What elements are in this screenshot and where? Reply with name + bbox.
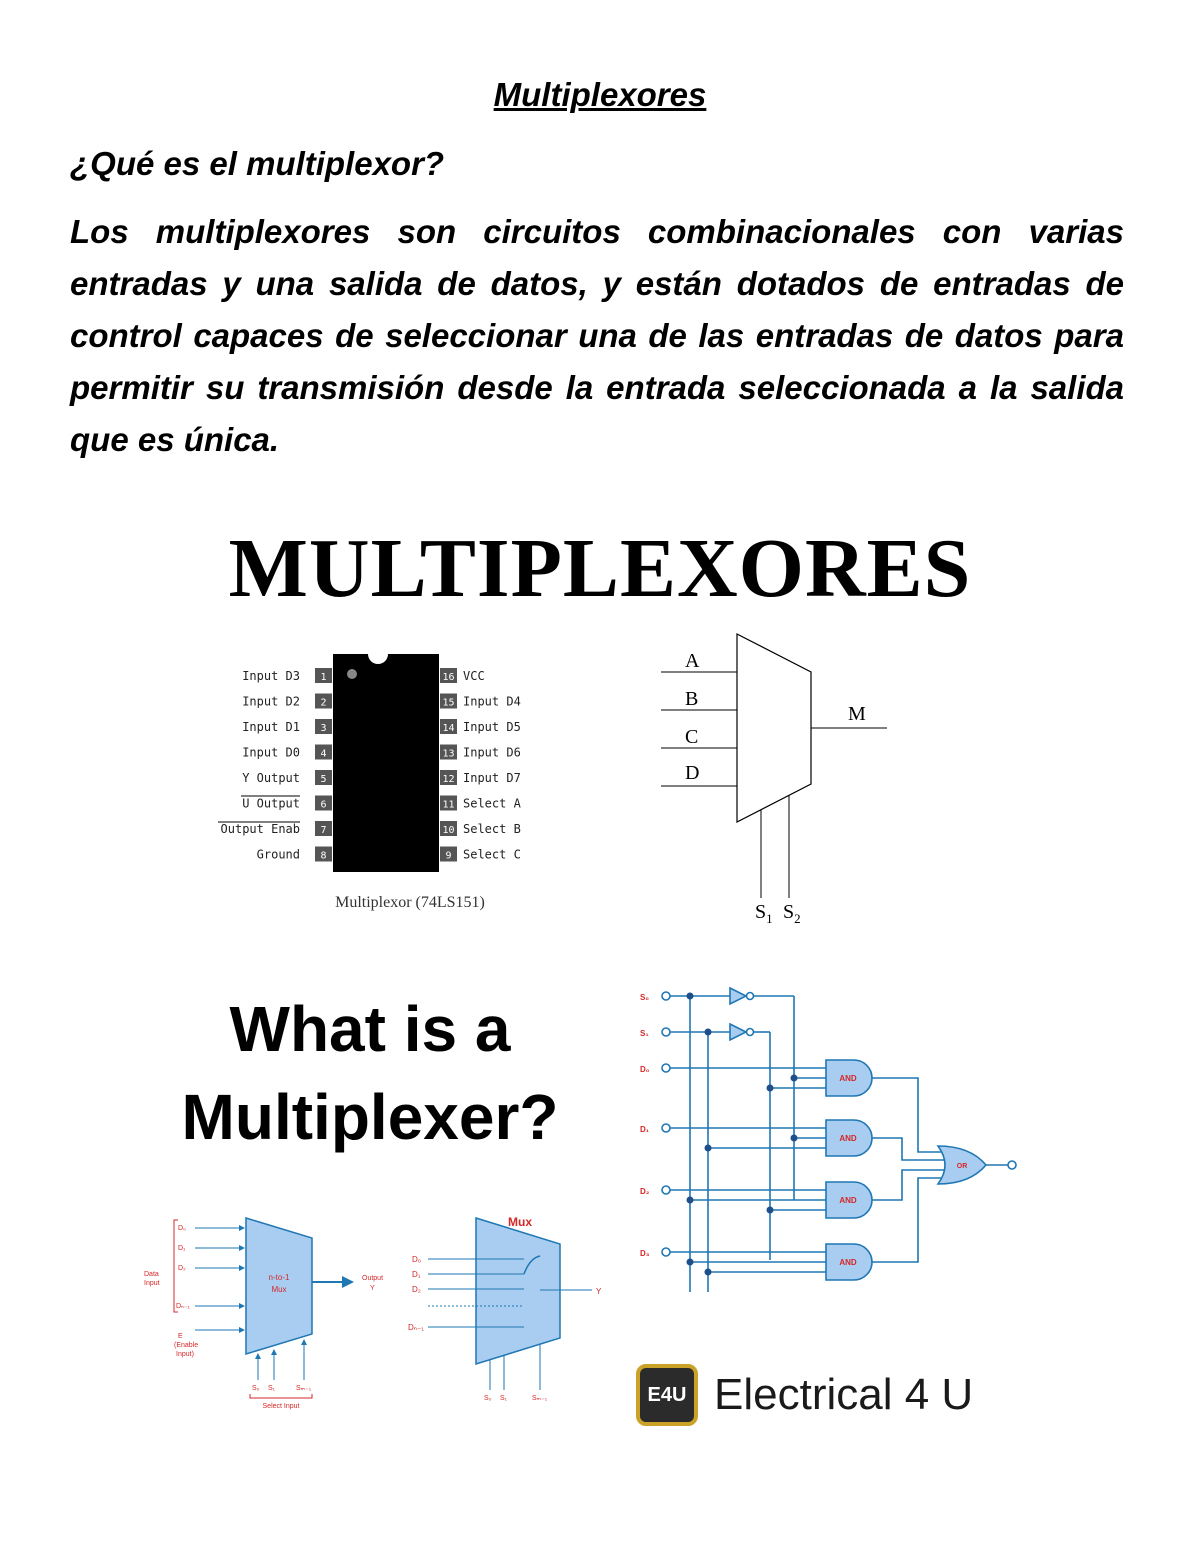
chip-left-pin-number: 2 — [320, 697, 327, 709]
block-input-d1: D₁ — [178, 1245, 186, 1252]
block-label-mux: Mux — [271, 1285, 287, 1294]
switch-mux-title: Mux — [508, 1215, 532, 1229]
enable-label-2: (Enable — [174, 1342, 199, 1349]
chip-left-pin-number: 3 — [320, 723, 327, 734]
chip-right-pin-label: Input D6 — [463, 745, 521, 760]
chip-right-pin-label: Input D4 — [463, 694, 521, 709]
chip-left-pin-label: Ground — [256, 847, 300, 862]
mux-input-b: B — [685, 688, 699, 710]
or-gate-label: OR — [956, 1163, 968, 1170]
switch-mux-diagram — [400, 1210, 620, 1410]
gate-input-d3: D₃ — [640, 1249, 650, 1258]
chip-left-pin-label: Y Output — [242, 771, 300, 785]
chip-right-pin-number: 11 — [442, 799, 455, 811]
switch-mux-body — [476, 1218, 560, 1364]
and-gate-1-label: AND — [839, 1074, 857, 1083]
chip-right-pin-number: 14 — [442, 723, 455, 734]
chip-left-pin-label: Input D3 — [242, 669, 300, 683]
chip-right-pin-label: Input D7 — [463, 771, 521, 785]
switch-select-s1: S₁ — [500, 1395, 508, 1402]
and-gate-4-label: AND — [839, 1258, 857, 1267]
gate-select-s1: S₁ — [640, 1029, 649, 1038]
mux-symbol-diagram — [655, 630, 905, 930]
brand-badge: E4U — [636, 1364, 698, 1426]
block-mux-diagram — [140, 1210, 400, 1420]
select-input-label: Select Input — [262, 1403, 300, 1410]
chip-left-pin-number: 5 — [320, 774, 327, 785]
chip-right-pin-label: Input D5 — [463, 720, 521, 734]
mux-select-s1: $S_1$ — [755, 901, 773, 926]
switch-input-d1: D₁ — [412, 1270, 421, 1279]
chip-right-pin-label: Select B — [463, 822, 521, 836]
switch-select-s0: S₀ — [484, 1395, 492, 1402]
block-input-d2: D₂ — [178, 1265, 186, 1272]
brand-logo — [636, 1362, 1036, 1428]
switch-output-y: Y — [596, 1287, 602, 1296]
chip-right-pin-label: Select A — [463, 796, 521, 811]
chip-left-pin-number: 6 — [320, 799, 327, 811]
chip-right-pin-number: 12 — [442, 774, 455, 785]
gate-circuit-diagram — [630, 980, 1030, 1310]
mux-body — [737, 634, 811, 822]
switch-input-dn: Dₙ₋₁ — [408, 1323, 424, 1332]
gate-input-d2: D₂ — [640, 1187, 650, 1196]
chip-left-pin-number: 1 — [320, 672, 327, 683]
gate-input-d0: D₀ — [640, 1065, 650, 1074]
chip-right-pin-number: 16 — [442, 672, 455, 683]
chip-left-pin-label: U Output — [242, 796, 300, 811]
promo-heading-line2: Multiplexer? — [181, 1081, 559, 1153]
enable-label-3: Input) — [176, 1351, 194, 1358]
data-input-label: Data — [144, 1271, 159, 1278]
chip-left-pin-number: 4 — [320, 748, 327, 760]
switch-input-d2: D₂ — [412, 1285, 421, 1294]
chip-pinout-diagram — [200, 648, 560, 918]
mux-select-s2: $S_2$ — [783, 901, 801, 926]
brand-name: Electrical 4 U — [714, 1370, 974, 1419]
enable-label: E — [178, 1333, 183, 1340]
question-heading: ¿Qué es el multiplexor? — [70, 145, 445, 182]
switch-select-sm: Sₘ₋₁ — [532, 1395, 548, 1402]
mux-output-m: M — [848, 703, 866, 725]
chip-right-pin-label: Select C — [463, 847, 521, 862]
block-select-s1: S₁ — [268, 1385, 276, 1392]
block-select-s0: S₀ — [252, 1385, 260, 1392]
block-input-d0: D₀ — [178, 1225, 186, 1232]
pin1-marker — [347, 669, 357, 679]
chip-left-pin-label: Input D1 — [242, 720, 300, 734]
definition-paragraph: Los multiplexores son circuitos combinacionales con varias entradas y una salida de datos, y están dotados de entradas de control capaces de seleccionar una de las entradas de datos para permitir su transmisión desde la entrada seleccionada a la salida que es única. — [70, 213, 1124, 458]
block-output-label: Output — [362, 1275, 384, 1282]
and-gate-3-label: AND — [839, 1196, 857, 1205]
mux-input-c: C — [685, 726, 699, 748]
switch-input-d0: D₀ — [412, 1255, 422, 1264]
chip-right-pin-label: VCC — [463, 669, 485, 683]
chip-left-pin-number: 8 — [320, 850, 327, 862]
gate-select-s0: S₀ — [640, 993, 649, 1002]
mux-input-a: A — [685, 650, 700, 672]
chip-left-pin-label: Output Enab — [220, 822, 300, 836]
banner-heading: MULTIPLEXORES — [228, 522, 972, 615]
chip-right-pin-number: 9 — [445, 850, 452, 862]
promo-heading-line1: What is a — [229, 993, 511, 1065]
block-output-y: Y — [370, 1285, 375, 1292]
chip-left-pin-number: 7 — [320, 825, 327, 836]
block-label-n-to-1: n-to-1 — [268, 1273, 290, 1282]
gate-input-d1: D₁ — [640, 1125, 650, 1134]
block-select-sm: Sₘ₋₁ — [296, 1385, 312, 1392]
chip-right-pin-number: 13 — [442, 748, 455, 760]
chip-caption: Multiplexor (74LS151) — [335, 894, 485, 911]
page-title: Multiplexores — [493, 76, 707, 113]
chip-left-pin-label: Input D2 — [242, 694, 300, 709]
select-input-bracket — [250, 1394, 312, 1398]
mux-input-d: D — [685, 762, 700, 784]
chip-right-pin-number: 15 — [442, 697, 455, 709]
chip-right-pin-number: 10 — [442, 825, 455, 836]
and-gate-2-label: AND — [839, 1134, 857, 1143]
promo-heading — [120, 985, 620, 1161]
data-input-label-2: Input — [144, 1280, 160, 1287]
chip-left-pin-label: Input D0 — [242, 745, 300, 760]
chip-body — [333, 654, 439, 872]
block-input-dn: Dₙ₋₁ — [176, 1303, 190, 1310]
